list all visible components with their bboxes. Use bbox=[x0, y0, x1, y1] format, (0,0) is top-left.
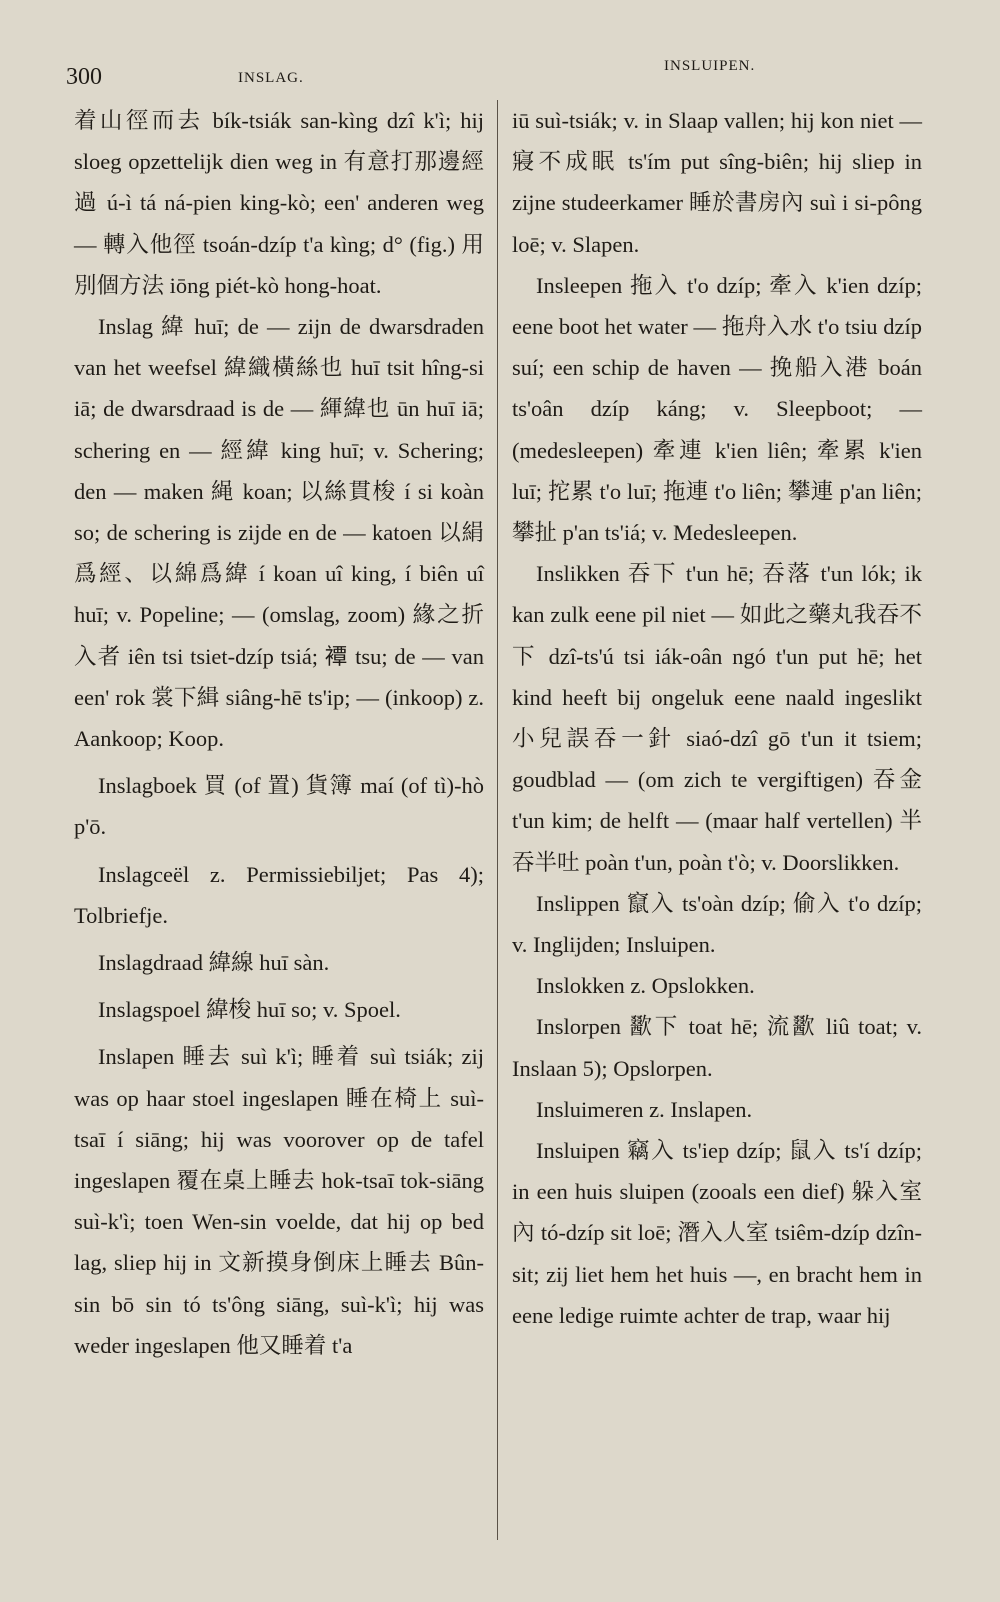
entry-paragraph: iū suì-tsiák; v. in Slaap vallen; hij kon niet — 寢不成眠 ts'ím put sîng-biên; hij sliep in zijne studeerkamer 睡於書房內 suì i si-pông loē; v. Slapen. bbox=[512, 108, 922, 257]
entry-paragraph: Inslorpen 歠下 toat hē; 流歠 liû toat; v. Inslaan 5); Opslorpen. bbox=[512, 1014, 922, 1081]
entry-paragraph: Inslagdraad 緯線 huī sàn. bbox=[98, 950, 330, 976]
column-divider bbox=[497, 100, 498, 1540]
left-column bbox=[74, 100, 484, 1366]
entry-paragraph: Insluimeren z. Inslapen. bbox=[536, 1096, 753, 1122]
left-running-head: INSLAG. bbox=[238, 70, 304, 86]
entry-paragraph: Insleepen 拖入 t'o dzíp; 牽入 k'ien dzíp; eene boot het water — 拖舟入水 t'o tsiu dzíp suí; een schip de haven — 挽船入港 boán ts'oân dzíp káng; v. Sleepboot; — (medesleepen) 牽連 k'ien liên; 牽累 k'ien luī; 拕累 t'o luī; 拖連 t'o liên; 攀連 p'an liên; 攀扯 p'an ts'iá; v. Medesleepen. bbox=[512, 272, 922, 546]
page-number: 300 bbox=[66, 64, 102, 90]
entry-paragraph: 着山徑而去 bík-tsiák san-kìng dzî k'ì; hij sloeg opzettelijk dien weg in 有意打那邊經過 ú-ì tá ná-pien king-kò; een' anderen weg — 轉入他徑 tsoán-dzíp t'a kìng; d° (fig.) 用別個方法 iōng piét-kò hong-hoat. bbox=[74, 108, 484, 298]
entry-paragraph: Inslapen 睡去 suì k'ì; 睡着 suì tsiák; zij was op haar stoel ingeslapen 睡在椅上 suì-tsaī í siāng; hij was voorover op de tafel ingeslapen 覆在桌上睡去 hok-tsaī tok-siāng suì-k'ì; toen Wen-sin voelde, dat hij op bed lag, sliep hij in 文新摸身倒床上睡去 Bûn-sin bō sin tó ts'ông siāng, suì-k'ì; hij was weder ingeslapen 他又睡着 t'a bbox=[74, 1044, 484, 1358]
entry-paragraph: Inslagboek 買 (of 置) 貨簿 maí (of tì)-hò p'ō. bbox=[74, 773, 484, 840]
entry-paragraph: Insluipen 竊入 ts'iep dzíp; 鼠入 ts'í dzíp; in een huis sluipen (zooals een dief) 躲入室內 tó-dzíp sit loē; 潛入人室 tsiêm-dzíp dzîn-sit; zij liet hem het huis —, en bracht hem in eene ledige ruimte achter de trap, waar hij bbox=[512, 1138, 922, 1328]
right-running-head: INSLUIPEN. bbox=[664, 58, 756, 74]
entry-paragraph: Inslag 緯 huī; de — zijn de dwarsdraden van het weefsel 緯織橫絲也 huī tsit hîng-si iā; de dwarsdraad is de — 緷緯也 ūn huī iā; schering en — 經緯 king huī; v. Schering; den — maken 䋲 koan; 以絲貫梭 í si koàn so; de schering is zijde en de — katoen 以絹爲經、以綿爲緯 í koan uî king, í biên uî huī; v. Popeline; — (omslag, zoom) 緣之折入者 iên tsi tsiet-dzíp tsiá; 𧝓 tsu; de — van een' rok 裳下緝 siâng-hē ts'ip; — (inkoop) z. Aankoop; Koop. bbox=[74, 314, 484, 752]
right-column bbox=[512, 100, 922, 1336]
entry-paragraph: Inslagceël z. Permissiebiljet; Pas 4); Tolbriefje. bbox=[74, 861, 484, 928]
entry-paragraph: Inslippen 竄入 ts'oàn dzíp; 偷入 t'o dzíp; v. Inglijden; Insluipen. bbox=[512, 890, 922, 958]
entry-paragraph: Inslikken 吞下 t'un hē; 吞落 t'un lók; ik kan zulk eene pil niet — 如此之藥丸我吞不下 dzî-ts'ú tsi iák-oân ngó t'un put hē; het kind heeft bij ongeluk eene naald ingeslikt 小兒誤吞一針 siaó-dzî gō t'un it tsiem; goudblad — (om zich te vergiftigen) 吞金 t'un kim; de helft — (maar half vertellen) 半吞半吐 poàn t'un, poàn t'ò; v. Doorslikken. bbox=[512, 561, 922, 875]
page-header bbox=[66, 58, 960, 98]
entry-paragraph: Inslokken z. Opslokken. bbox=[536, 973, 755, 999]
entry-paragraph: Inslagspoel 緯梭 huī so; v. Spoel. bbox=[98, 997, 401, 1023]
